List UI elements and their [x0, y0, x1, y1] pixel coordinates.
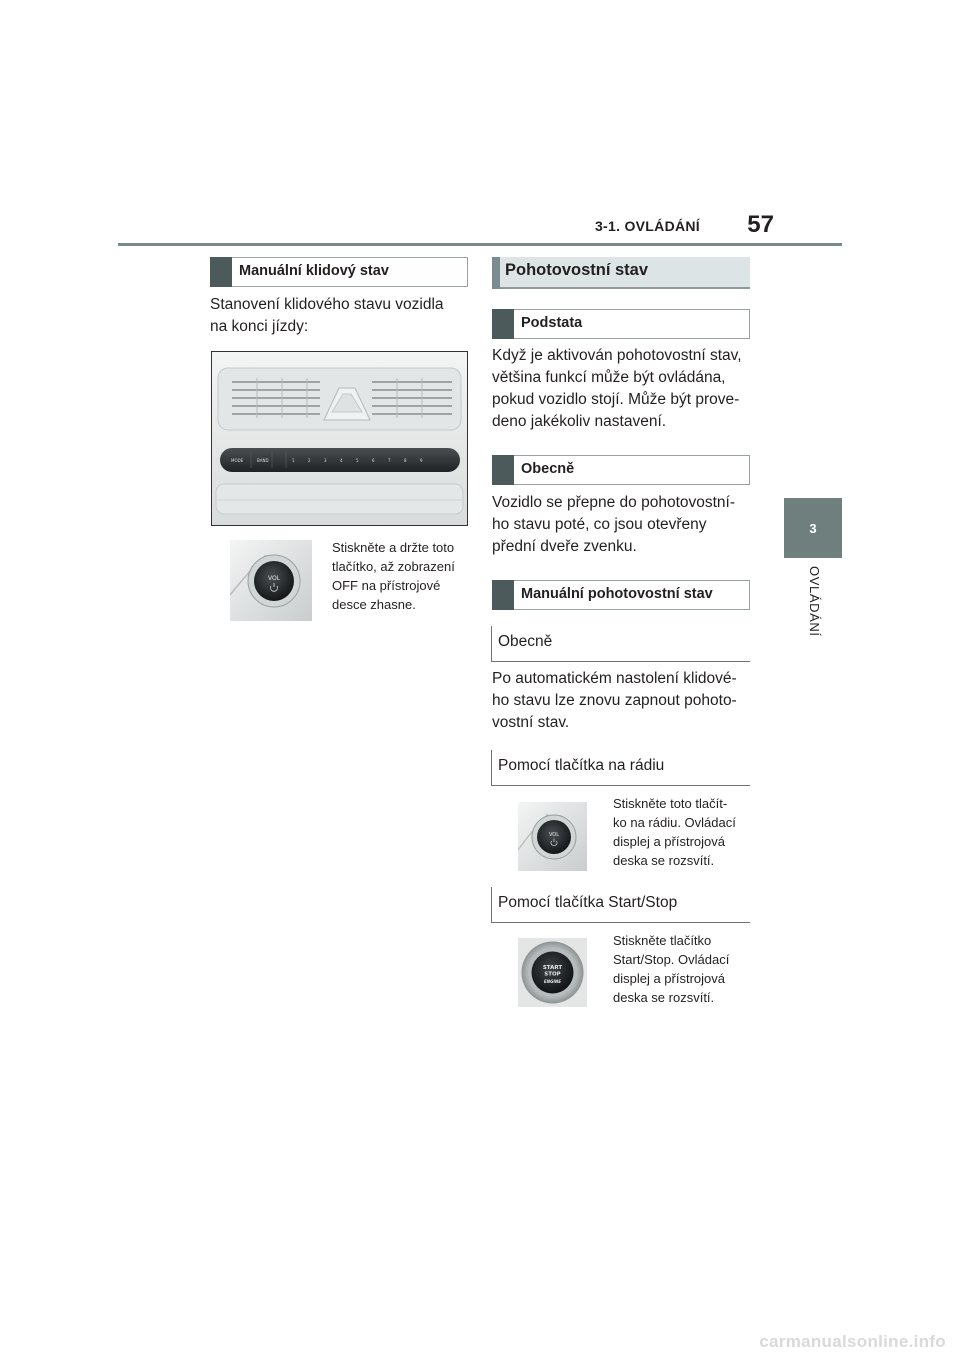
header-rule [118, 243, 842, 246]
chapter-number: 3 [809, 520, 817, 536]
radio-knob-image [518, 802, 587, 871]
heading-obecne [492, 455, 750, 485]
caption-line: Stiskněte toto tlačít- [613, 796, 728, 811]
preset-label: 9 [420, 458, 423, 463]
start-stop-caption [613, 931, 729, 1007]
podstata-paragraph [492, 345, 742, 433]
caption-line: Stiskněte tlačítko [613, 933, 712, 948]
caption-line: ko na rádiu. Ovládací [613, 815, 736, 830]
section-label: 3-1. OVLÁDÁNÍ [594, 218, 700, 234]
vol-knob-text: VOL [267, 575, 281, 582]
heading-text: Obecně [521, 461, 575, 477]
page-number: 57 [747, 211, 774, 238]
heading-text: Manuální klidový stav [239, 263, 389, 279]
intro-paragraph [210, 294, 444, 338]
radio-band-label: BAND [257, 458, 269, 463]
intro-line: Stanovení klidového stavu vozidla [210, 296, 444, 313]
heading-text: Manuální pohotovostní stav [521, 586, 713, 602]
subheading-text: Pomocí tlačítka Start/Stop [498, 894, 678, 911]
start-stop-illustration [518, 938, 587, 1007]
vol-knob-image [230, 540, 312, 621]
radio-knob-text: VOL [548, 832, 560, 838]
paragraph-line: ho stavu lze znovu zapnout pohoto- [492, 692, 737, 709]
obecne-paragraph [492, 492, 735, 558]
start-label: START [542, 965, 563, 971]
heading-bar [210, 257, 232, 287]
caption-line: Stiskněte a držte toto [332, 540, 455, 555]
caption-line: displej a přístrojová [613, 834, 725, 849]
chapter-tab [784, 498, 842, 558]
paragraph-line: deno jakékoliv nastavení. [492, 413, 667, 430]
paragraph-line: přední dveře zvenku. [492, 538, 637, 555]
vol-caption [332, 538, 455, 614]
subheading-radio-button [491, 750, 750, 786]
subheading-obecne [491, 626, 750, 662]
heading-bar [492, 257, 500, 289]
subheading-text: Pomocí tlačítka na rádiu [498, 757, 665, 774]
preset-label: 5 [356, 458, 359, 463]
heading-manual-rest-state [210, 257, 468, 287]
heading-manual-standby [492, 580, 750, 610]
chapter-label: OVLÁDÁNÍ [807, 566, 822, 637]
heading-podstata [492, 309, 750, 339]
preset-label: 2 [308, 458, 311, 463]
paragraph-line: většina funkcí může být ovládána, [492, 369, 726, 386]
heading-text: Podstata [521, 315, 583, 331]
preset-label: 6 [372, 458, 375, 463]
caption-line: desce zhasne. [332, 597, 416, 612]
paragraph-line: Když je aktivován pohotovostní stav, [492, 347, 742, 364]
start-stop-image [518, 938, 587, 1007]
heading-bar [492, 455, 514, 485]
engine-label: ENGINE [544, 979, 561, 984]
caption-line: deska se rozsvítí. [613, 853, 715, 868]
intro-line: na konci jízdy: [210, 318, 309, 335]
watermark: carmanualsonline.info [759, 1332, 946, 1351]
caption-line: OFF na přístrojové [332, 578, 441, 593]
caption-line: tlačítko, až zobrazení [332, 559, 455, 574]
heading-standby-state [492, 257, 750, 289]
radio-knob-illustration [518, 802, 587, 871]
radio-mode-label: MODE [231, 458, 244, 463]
heading-bar [492, 580, 514, 610]
preset-label: 4 [340, 458, 343, 463]
heading-bar [492, 309, 514, 339]
preset-label: 7 [388, 458, 391, 463]
heading-text: Pohotovostní stav [505, 261, 649, 279]
stop-label: STOP [544, 971, 561, 978]
paragraph-line: Po automatickém nastolení klidové- [492, 670, 737, 687]
paragraph-line: vostní stav. [492, 714, 570, 731]
preset-label: 1 [292, 458, 295, 463]
subheading-start-stop [491, 887, 750, 923]
preset-label: 8 [404, 458, 407, 463]
vol-knob-illustration [230, 540, 312, 621]
paragraph-line: ho stavu poté, co jsou otevřeny [492, 516, 707, 533]
subheading-text: Obecně [498, 633, 553, 650]
preset-label: 3 [324, 458, 327, 463]
radio-panel-illustration [212, 352, 467, 525]
radio-caption [613, 794, 736, 870]
caption-line: deska se rozsvítí. [613, 990, 715, 1005]
paragraph-line: Vozidlo se přepne do pohotovostní- [492, 494, 736, 511]
radio-panel-image [211, 351, 468, 526]
paragraph-line: pokud vozidlo stojí. Může být prove- [492, 391, 740, 408]
caption-line: Start/Stop. Ovládací [613, 952, 730, 967]
manual-standby-paragraph [492, 668, 737, 734]
caption-line: displej a přístrojová [613, 971, 725, 986]
